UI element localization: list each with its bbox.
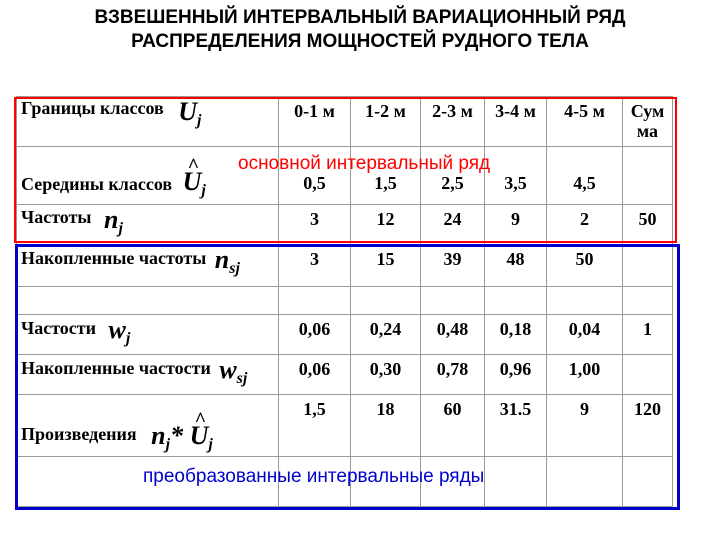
empty-cell — [485, 287, 547, 315]
value-cell: 39 — [421, 245, 485, 287]
symbol-letter: n — [214, 245, 230, 274]
symbol-letter: ^ U — [190, 421, 209, 451]
label-cumulative-relative-frequencies — [17, 355, 279, 395]
label-text: Накопленные частости — [21, 358, 211, 378]
symbol-subscript: j — [125, 330, 131, 347]
value-cell: 0,48 — [421, 315, 485, 355]
value-cell: 9 — [547, 395, 623, 457]
row-spacer — [17, 287, 673, 315]
row-products — [17, 395, 673, 457]
sum-cell: 50 — [623, 205, 673, 245]
value-cell: 2 — [547, 205, 623, 245]
row-relative-frequencies — [17, 315, 673, 355]
value-cell: 9 — [485, 205, 547, 245]
value-cell: 1,5 — [351, 147, 421, 205]
sum-cell: 1 — [623, 315, 673, 355]
symbol-n — [103, 205, 123, 237]
basic-series-caption: основной интервальный ряд — [238, 153, 491, 174]
value-cell: 0,96 — [485, 355, 547, 395]
symbol-letter: n — [151, 421, 166, 450]
header-sum-cell — [623, 97, 673, 147]
symbol-u-hat — [182, 167, 206, 199]
value-cell: 18 — [351, 395, 421, 457]
header-cell: 1-2 м — [351, 97, 421, 147]
symbol-star: * — [170, 421, 184, 450]
label-text: Частоты — [21, 207, 92, 227]
value-cell: 24 — [421, 205, 485, 245]
symbol-subscript: j — [165, 436, 171, 453]
value-cell: 0,78 — [421, 355, 485, 395]
symbol-letter: ^ U — [183, 167, 202, 197]
value-cell: 48 — [485, 245, 547, 287]
row-cumulative-frequencies — [17, 245, 673, 287]
value-cell: 3,5 — [485, 147, 547, 205]
value-cell: 50 — [547, 245, 623, 287]
empty-cell — [547, 457, 623, 507]
label-text: Границы классов — [21, 98, 164, 118]
value-cell: 31.5 — [485, 395, 547, 457]
empty-cell — [485, 457, 547, 507]
symbol-w-sj — [219, 355, 248, 387]
symbol-subscript: sj — [236, 370, 248, 387]
empty-cell — [547, 287, 623, 315]
label-relative-frequencies — [17, 315, 279, 355]
symbol-u — [178, 97, 202, 129]
label-products — [17, 395, 279, 457]
value-cell: 2,5 — [421, 147, 485, 205]
value-cell: 3 — [279, 245, 351, 287]
empty-cell — [17, 287, 279, 315]
empty-cell — [623, 245, 673, 287]
value-cell: 0,5 — [279, 147, 351, 205]
slide-title — [0, 6, 720, 54]
value-cell: 0,06 — [279, 355, 351, 395]
row-frequencies — [17, 205, 673, 245]
value-cell: 0,30 — [351, 355, 421, 395]
empty-cell — [623, 355, 673, 395]
transformed-series-caption: преобразованные интервальные ряды — [143, 466, 485, 487]
value-cell: 60 — [421, 395, 485, 457]
sum-cell: 120 — [623, 395, 673, 457]
empty-cell — [351, 287, 421, 315]
symbol-subscript: sj — [229, 260, 240, 277]
label-text: Накопленные частоты — [21, 248, 207, 268]
value-cell: 1,00 — [547, 355, 623, 395]
header-cell: 0-1 м — [279, 97, 351, 147]
symbol-n-times-u-hat — [151, 421, 213, 453]
row-cumulative-relative-frequencies — [17, 355, 673, 395]
symbol-w — [108, 315, 131, 347]
label-frequencies — [17, 205, 279, 245]
value-cell: 0,24 — [351, 315, 421, 355]
label-cumulative-frequencies — [17, 245, 279, 287]
label-text: Середины классов — [21, 174, 173, 194]
empty-cell — [623, 457, 673, 507]
header-cell: 3-4 м — [485, 97, 547, 147]
title-line-2: РАСПРЕДЕЛЕНИЯ МОЩНОСТЕЙ РУДНОГО ТЕЛА — [131, 31, 589, 52]
symbol-letter: U — [178, 97, 197, 126]
header-cell: 2-3 м — [421, 97, 485, 147]
empty-cell — [279, 287, 351, 315]
value-cell: 3 — [279, 205, 351, 245]
value-cell: 12 — [351, 205, 421, 245]
value-cell: 4,5 — [547, 147, 623, 205]
symbol-subscript: j — [197, 112, 202, 129]
symbol-subscript: j — [118, 220, 123, 237]
empty-cell — [623, 287, 673, 315]
empty-cell — [623, 147, 673, 205]
value-cell: 1,5 — [279, 395, 351, 457]
value-cell: 0,18 — [485, 315, 547, 355]
symbol-subscript: j — [208, 436, 213, 453]
title-line-1: ВЗВЕШЕННЫЙ ИНТЕРВАЛЬНЫЙ ВАРИАЦИОННЫЙ РЯД — [94, 7, 626, 28]
symbol-letter: w — [108, 315, 126, 344]
value-cell: 0,04 — [547, 315, 623, 355]
value-cell: 0,06 — [279, 315, 351, 355]
label-class-bounds — [17, 97, 279, 147]
label-text: Произведения — [21, 424, 137, 444]
value-cell: 15 — [351, 245, 421, 287]
row-class-bounds — [17, 97, 673, 147]
symbol-letter: n — [103, 205, 119, 234]
empty-cell — [421, 287, 485, 315]
label-text: Частости — [21, 318, 97, 338]
sum-line-1: Сум — [630, 101, 665, 121]
symbol-n-sj — [214, 245, 240, 277]
symbol-letter: w — [219, 355, 237, 384]
symbol-subscript: j — [201, 182, 206, 199]
header-cell: 4-5 м — [547, 97, 623, 147]
sum-line-2: ма — [636, 121, 659, 141]
